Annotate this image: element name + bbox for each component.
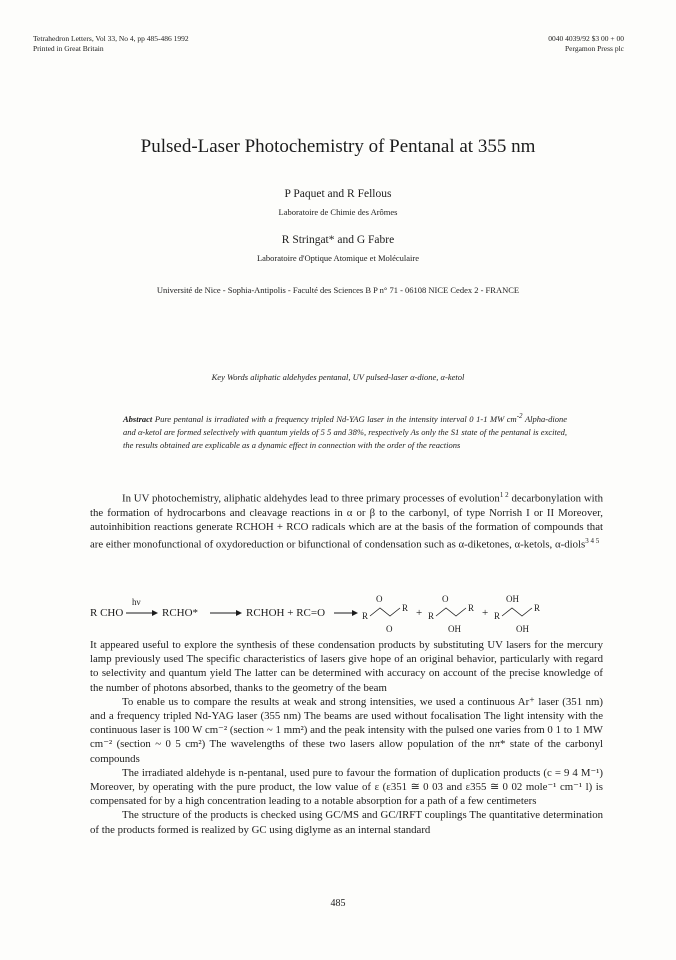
ketol-oh: OH	[448, 624, 461, 634]
journal-citation	[33, 34, 189, 54]
ketol-r2: R	[468, 603, 475, 613]
dione-r1: R	[362, 611, 369, 621]
paragraph-5: The structure of the products is checked using GC/MS and GC/IRFT couplings The quantitative determination of the products formed is realized by GC using diglyme as an internal standard	[90, 809, 603, 836]
dione-o2: O	[386, 624, 393, 634]
scheme-radicals: RCHOH + RC=O	[246, 607, 326, 619]
price-line: 0040 4039/92 $3 00 + 00	[548, 34, 624, 43]
keywords-label: Key Words	[211, 372, 249, 382]
author-names-2: R Stringat* and G Fabre	[281, 234, 395, 246]
dione-r2: R	[402, 603, 409, 613]
abstract-label: Abstract	[123, 413, 153, 424]
institution: Université de Nice - Sophia-Antipolis - Faculté des Sciences B P n° 71 - 06108 NICE Cedex 2 - FRANCE	[156, 285, 520, 295]
keywords	[0, 372, 676, 382]
paragraph-1	[90, 488, 603, 552]
page-number: 485	[330, 898, 346, 909]
printed-line: Printed in Great Britain	[33, 44, 104, 53]
scheme-excited: RCHO*	[162, 607, 199, 619]
paragraph-2: It appeared useful to explore the synthesis of these condensation products by substituting UV lasers for the mercury lamp previously used The specific characteristics of lasers give hope of an original behavior, particularly with regard to selectivity and quantum yield The latter can be determined with accuracy on account of the precise knowledge of the number of photons absorbed, thanks to the geometry of the beam	[90, 639, 603, 694]
diol-oh2: OH	[516, 624, 529, 634]
reaction-scheme	[90, 594, 603, 638]
publisher-info	[548, 34, 624, 54]
para1-text-a: In UV photochemistry, aliphatic aldehydes lead to three primary processes of evolution	[122, 492, 500, 505]
scheme-graphic	[90, 594, 603, 638]
ketol-r1: R	[428, 611, 435, 621]
diol-r2: R	[534, 603, 541, 613]
para1-ref: 1 2	[499, 491, 509, 499]
paragraph-3: To enable us to compare the results at weak and strong intensities, we used a continuous Ar⁺ laser (351 nm) and a frequency tripled Nd-YAG laser (355 nm) The beams are used without focalisation The light intensity with the continuous laser is 100 W cm⁻² (section ~ 1 mm²) and the peak intensity with the pulsed one varies from 0 1 to 1 MW cm⁻² (section ~ 0 5 cm²) The wavelengths of these two lasers allow population of the nπ* state of the carbonyl compounds	[90, 695, 603, 765]
scheme-plus-2: +	[482, 607, 489, 619]
abstract-text: Pure pentanal is irradiated with a frequency tripled Nd-YAG laser in the intensity interval 0 1-1 MW cm	[154, 413, 517, 424]
keywords-text: aliphatic aldehydes pentanal, UV pulsed-laser α-dione, α-ketol	[250, 372, 465, 382]
para1-ref2: 3 4 5	[585, 537, 600, 546]
paragraph-4: The irradiated aldehyde is n-pentanal, used pure to favour the formation of duplication products (c = 9 4 M⁻¹) Moreover, by operating with the pure product, the low value of ε (ε351 ≅ 0 03 and ε355 ≅ 0 02 mole⁻¹ cm⁻¹ l) is compensated for by a high concentration leading to a notable absorption for a path of a few centimeters	[90, 766, 603, 808]
diol-r1: R	[494, 611, 501, 621]
abstract-rest: Alpha-dione and α-ketol are formed selectively with quantum yields of 5 5 and 38%, respectively As only the S1 state of the pentanal is excited, the results obtained are explicable as a dynamic effect in connection with the order of the reactions	[123, 413, 568, 450]
affiliation-1: Laboratoire de Chimie des Arômes	[278, 207, 398, 217]
paper-title: Pulsed-Laser Photochemistry of Pentanal at 355 nm	[140, 136, 536, 157]
author-names-1: P Paquet and R Fellous	[284, 188, 392, 200]
ketol-o: O	[442, 594, 449, 604]
body-text	[90, 638, 603, 837]
abstract-sup: -2	[516, 412, 523, 420]
scheme-reactant: R CHO	[90, 607, 124, 619]
abstract	[123, 410, 567, 452]
affiliation-2: Laboratoire d'Optique Atomique et Moléculaire	[256, 253, 420, 263]
diol-oh1: OH	[506, 594, 519, 604]
journal-line: Tetrahedron Letters, Vol 33, No 4, pp 485-486 1992	[33, 34, 189, 43]
dione-o1: O	[376, 594, 383, 604]
publisher-line: Pergamon Press plc	[564, 44, 624, 53]
para1-text-b: decarbonylation with the formation of hydrocarbons and cleavage reactions in α or β to the carbonyl, of type Norrish I or II Moreover, autoinhibition reactions generate RCHOH + RCO radicals which are at the basis of the formation of compounds that are either monofunctional of oxydoreduction or bifunctional of condensation such as α-diketones, α-ketols, α-diols	[90, 492, 604, 551]
scheme-plus-1: +	[416, 607, 423, 619]
scheme-hv: hν	[132, 597, 141, 607]
